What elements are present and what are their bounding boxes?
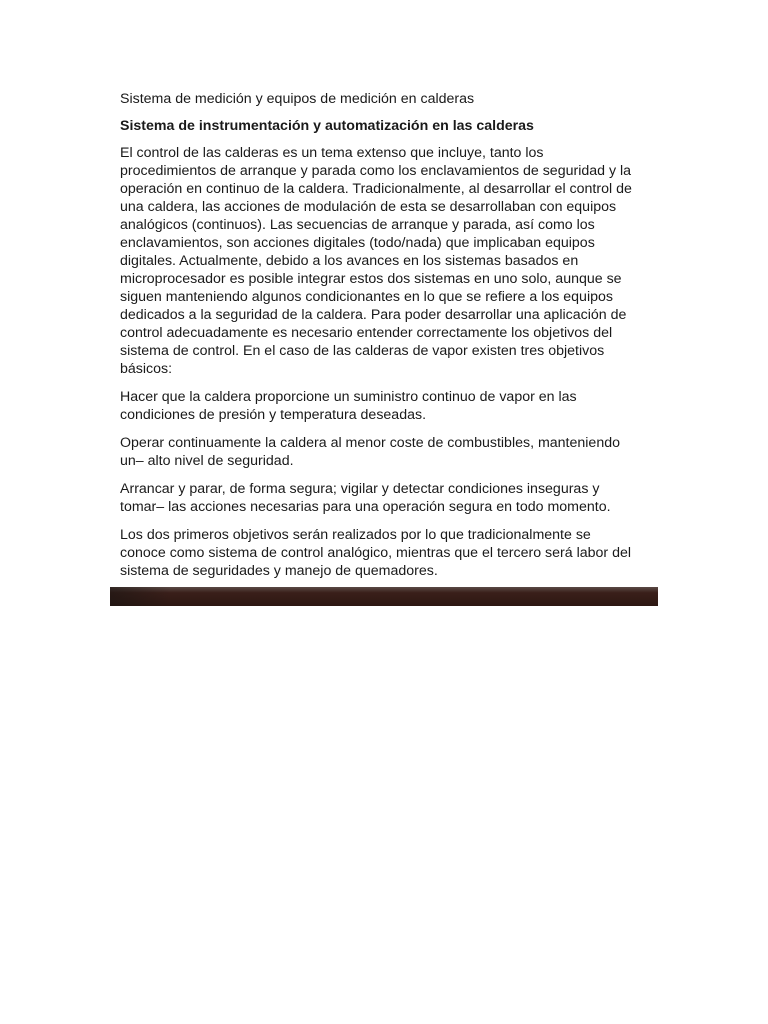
image-strip-shade xyxy=(110,587,170,606)
document-subtitle: Sistema de medición y equipos de medición en calderas xyxy=(120,91,475,107)
paragraph-objective-2: Operar continuamente la caldera al menor coste de combustibles, manteniendo un– alto nivel de seguridad. xyxy=(120,435,620,469)
paragraph-objective-3: Arrancar y parar, de forma segura; vigilar y detectar condiciones inseguras y tomar– las acciones necesarias para una operación segura en todo momento. xyxy=(120,481,611,515)
section-heading: Sistema de instrumentación y automatización en las calderas xyxy=(120,118,534,134)
paragraph-objective-1: Hacer que la caldera proporcione un suministro continuo de vapor en las condiciones de presión y temperatura deseadas. xyxy=(120,389,577,423)
image-strip xyxy=(110,587,658,606)
document-body xyxy=(120,90,640,580)
paragraph-conclusion: Los dos primeros objetivos serán realizados por lo que tradicionalmente se conoce como sistema de control analógico, mientras que el tercero será labor del sistema de seguridades y manejo de quemadores. xyxy=(120,527,632,579)
paragraph-intro: El control de las calderas es un tema extenso que incluye, tanto los procedimientos de arranque y parada como los enclavamientos de seguridad y la operación en continuo de la caldera. Tradicionalmente, al desarrollar el control de una caldera, las acciones de modulación de esta se desarrollaban con equipos analógicos (continuos). Las secuencias de arranque y parada, así como los enclavamientos, son acciones digitales (todo/nada) que implicaban equipos digitales. Actualmente, debido a los avances en los sistemas basados en microprocesador es posible integrar estos dos sistemas en uno solo, aunque se siguen manteniendo algunos condicionantes en lo que se refiere a los equipos dedicados a la seguridad de la caldera. Para poder desarrollar una aplicación de control adecuadamente es necesario entender correctamente los objetivos del sistema de control. En el caso de las calderas de vapor existen tres objetivos básicos: xyxy=(120,145,632,377)
